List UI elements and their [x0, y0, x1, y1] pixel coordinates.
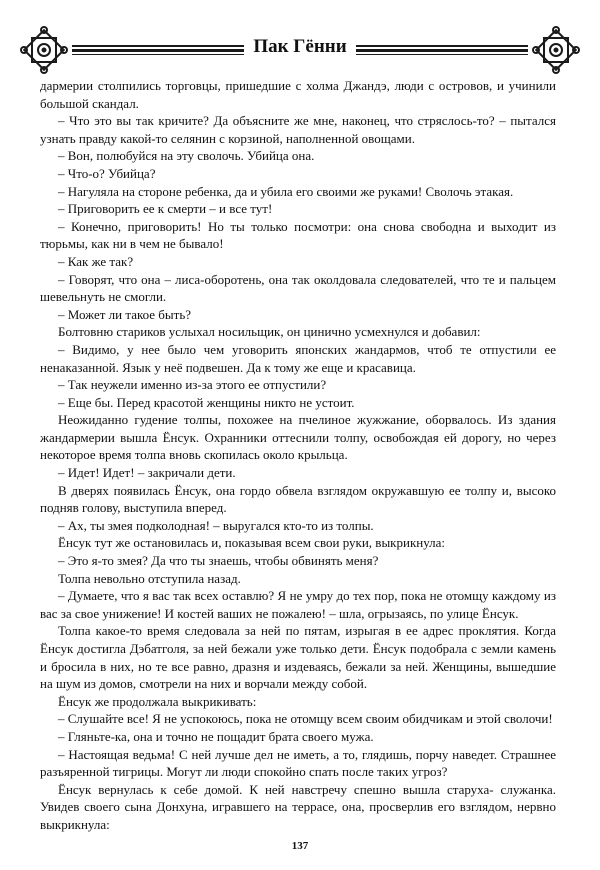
paragraph: Болтовню стариков услыхал носильщик, он цинично усмехнулся и добавил:: [58, 324, 481, 340]
page-header: [14, 24, 586, 80]
paragraph: В дверях появилась Ёнсук, она гордо обвела взглядом окружавшую ее толпу и, высоко подняв голову, выступила вперед.: [40, 482, 556, 516]
paragraph: – Как же так?: [58, 253, 134, 269]
paragraph: – Говорят, что она – лиса-оборотень, она так околдовала следователей, что те и пальцем шевельнуть не смогли.: [40, 271, 556, 305]
paragraph: – Нагуляла на стороне ребенка, да и убила его своими же руками! Сволочь этакая.: [58, 183, 514, 199]
paragraph: – Конечно, приговорить! Но ты только посмотри: она снова свободна и выходит из тюрьмы, как ни в чем не бывало!: [40, 218, 556, 252]
paragraph: – Что это вы так кричите? Да объясните же мне, наконец, что стряслось-то? – пытался узнать правду какой-то селянин с корзиной, наполненной овощами.: [40, 113, 556, 146]
header-rule-left: [72, 45, 244, 56]
paragraph: – Ах, ты змея подколодная! – выругался кто-то из толпы.: [58, 517, 374, 533]
paragraph: дармерии столпились торговцы, пришедшие с холма Джандэ, люди с островов, и учинили большой скандал.: [40, 78, 556, 111]
page-number: 137: [291, 840, 309, 852]
page-body: [40, 77, 556, 834]
paragraph: – Еще бы. Перед красотой женщины никто не устоит.: [58, 394, 355, 410]
paragraph: – Видимо, у нее было чем уговорить японских жандармов, чтоб те отпустили ее ненаказанной. Язык у неё подвешен. Да к тому же еще и красавица.: [40, 341, 556, 375]
paragraph: – Так неужели именно из-за этого ее отпустили?: [58, 377, 327, 393]
paragraph: Ёнсук тут же остановилась и, показывая всем свои руки, выкрикнула:: [58, 535, 446, 551]
ornament-icon: [530, 24, 582, 76]
ornament-icon: [18, 24, 70, 76]
paragraph: Ёнсук вернулась к себе домой. К ней навстречу спешно вышла старуха- служанка. Увидев своего сына Донхуна, игравшего на террасе, она, просверлив его взглядом, нервно выкрикнула:: [40, 781, 556, 832]
header-rule-right: [356, 45, 528, 56]
paragraph: – Что-о? Убийца?: [58, 165, 156, 181]
paragraph: – Думаете, что я вас так всех оставлю? Я не умру до тех пор, пока не отомщу каждому из вас за свое унижение! И костей ваших не пожалею! – шла, огрызаясь, по улице Ёнсук.: [40, 588, 556, 621]
paragraph: – Приговорить ее к смерти – и все тут!: [58, 201, 273, 217]
paragraph: – Идет! Идет! – закричали дети.: [58, 465, 236, 481]
paragraph: Толпа какое-то время следовала за ней по пятам, изрыгая в ее адрес проклятия. Когда Ёнсук достигла Дэбатголя, за ней бежали уже только дети. Ёнсук подобрала с земли камень и бросила в них, но те все равно, дразня и издеваясь, бежали за ней. Женщины, вышедшие на шум из домов, смотрели на них и ворчали между собой.: [40, 623, 556, 692]
paragraph: Толпа невольно отступила назад.: [58, 570, 241, 586]
paragraph: – Настоящая ведьма! С ней лучше дел не иметь, а то, глядишь, порчу наведет. Страшнее разъяренной тигрицы. Могут ли люди спокойно спать после таких угроз?: [40, 746, 556, 780]
paragraph: – Это я-то змея? Да что ты знаешь, чтобы обвинять меня?: [58, 553, 379, 569]
paragraph: – Может ли такое быть?: [58, 306, 192, 322]
paragraph: – Вон, полюбуйся на эту сволочь. Убийца она.: [58, 148, 315, 164]
page-title: Пак Гённи: [253, 36, 347, 57]
paragraph: – Слушайте все! Я не успокоюсь, пока не отомщу всем своим обидчикам и этой сволочи!: [58, 711, 553, 727]
paragraph: Ёнсук же продолжала выкрикивать:: [58, 693, 257, 709]
paragraph: – Гляньте-ка, она и точно не пощадит брата своего мужа.: [58, 728, 374, 744]
paragraph: Неожиданно гудение толпы, похожее на пчелиное жужжание, оборвалось. Из здания жандармерии вышла Ёнсук. Охранники оттеснили толпу, освобождая ей дорогу, но через некоторое время толпа вновь скопилась около крыльца.: [40, 412, 556, 463]
